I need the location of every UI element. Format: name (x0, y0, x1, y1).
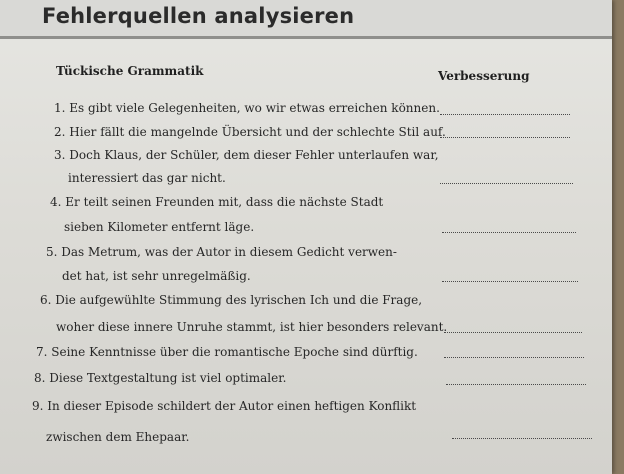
exercise-item-4-cont: sieben Kilometer entfernt läge. (64, 220, 255, 234)
exercise-item-9-cont: zwischen dem Ehepaar. (46, 430, 190, 444)
exercise-item-9: 9. In dieser Episode schildert der Autor einen heftigen Konflikt (32, 399, 417, 413)
exercise-item-5-cont: det hat, ist sehr unregelmäßig. (62, 269, 251, 283)
answer-line-7[interactable] (444, 357, 584, 358)
answer-line-4[interactable] (442, 232, 576, 233)
page-title: Fehlerquellen analysieren (42, 4, 355, 28)
exercise-item-4: 4. Er teilt seinen Freunden mit, dass die nächste Stadt (50, 195, 384, 209)
exercise-item-2: 2. Hier fällt die mangelnde Übersicht und der schlechte Stil auf. (54, 125, 446, 139)
exercise-item-3: 3. Doch Klaus, der Schüler, dem dieser Fehler unterlaufen war, (54, 148, 439, 162)
answer-line-2[interactable] (440, 137, 570, 138)
exercise-item-3-cont: interessiert das gar nicht. (68, 171, 226, 185)
answer-line-5[interactable] (442, 281, 578, 282)
answer-line-6[interactable] (444, 332, 582, 333)
exercise-item-6-cont: woher diese innere Unruhe stammt, ist hier besonders relevant. (56, 320, 448, 334)
answer-line-3[interactable] (440, 183, 573, 184)
answer-line-9[interactable] (452, 438, 592, 439)
correction-column-label: Verbesserung (438, 69, 530, 83)
exercise-item-7: 7. Seine Kenntnisse über die romantische Epoche sind dürftig. (36, 345, 418, 359)
exercise-item-1: 1. Es gibt viele Gelegenheiten, wo wir etwas erreichen können. (54, 101, 440, 115)
answer-line-1[interactable] (440, 114, 570, 115)
title-band (0, 0, 612, 39)
section-title: Tückische Grammatik (56, 64, 204, 78)
answer-line-8[interactable] (446, 384, 586, 385)
exercise-item-6: 6. Die aufgewühlte Stimmung des lyrischen Ich und die Frage, (40, 293, 423, 307)
exercise-item-8: 8. Diese Textgestaltung ist viel optimaler. (34, 371, 287, 385)
exercise-item-5: 5. Das Metrum, was der Autor in diesem Gedicht verwen- (46, 245, 397, 259)
